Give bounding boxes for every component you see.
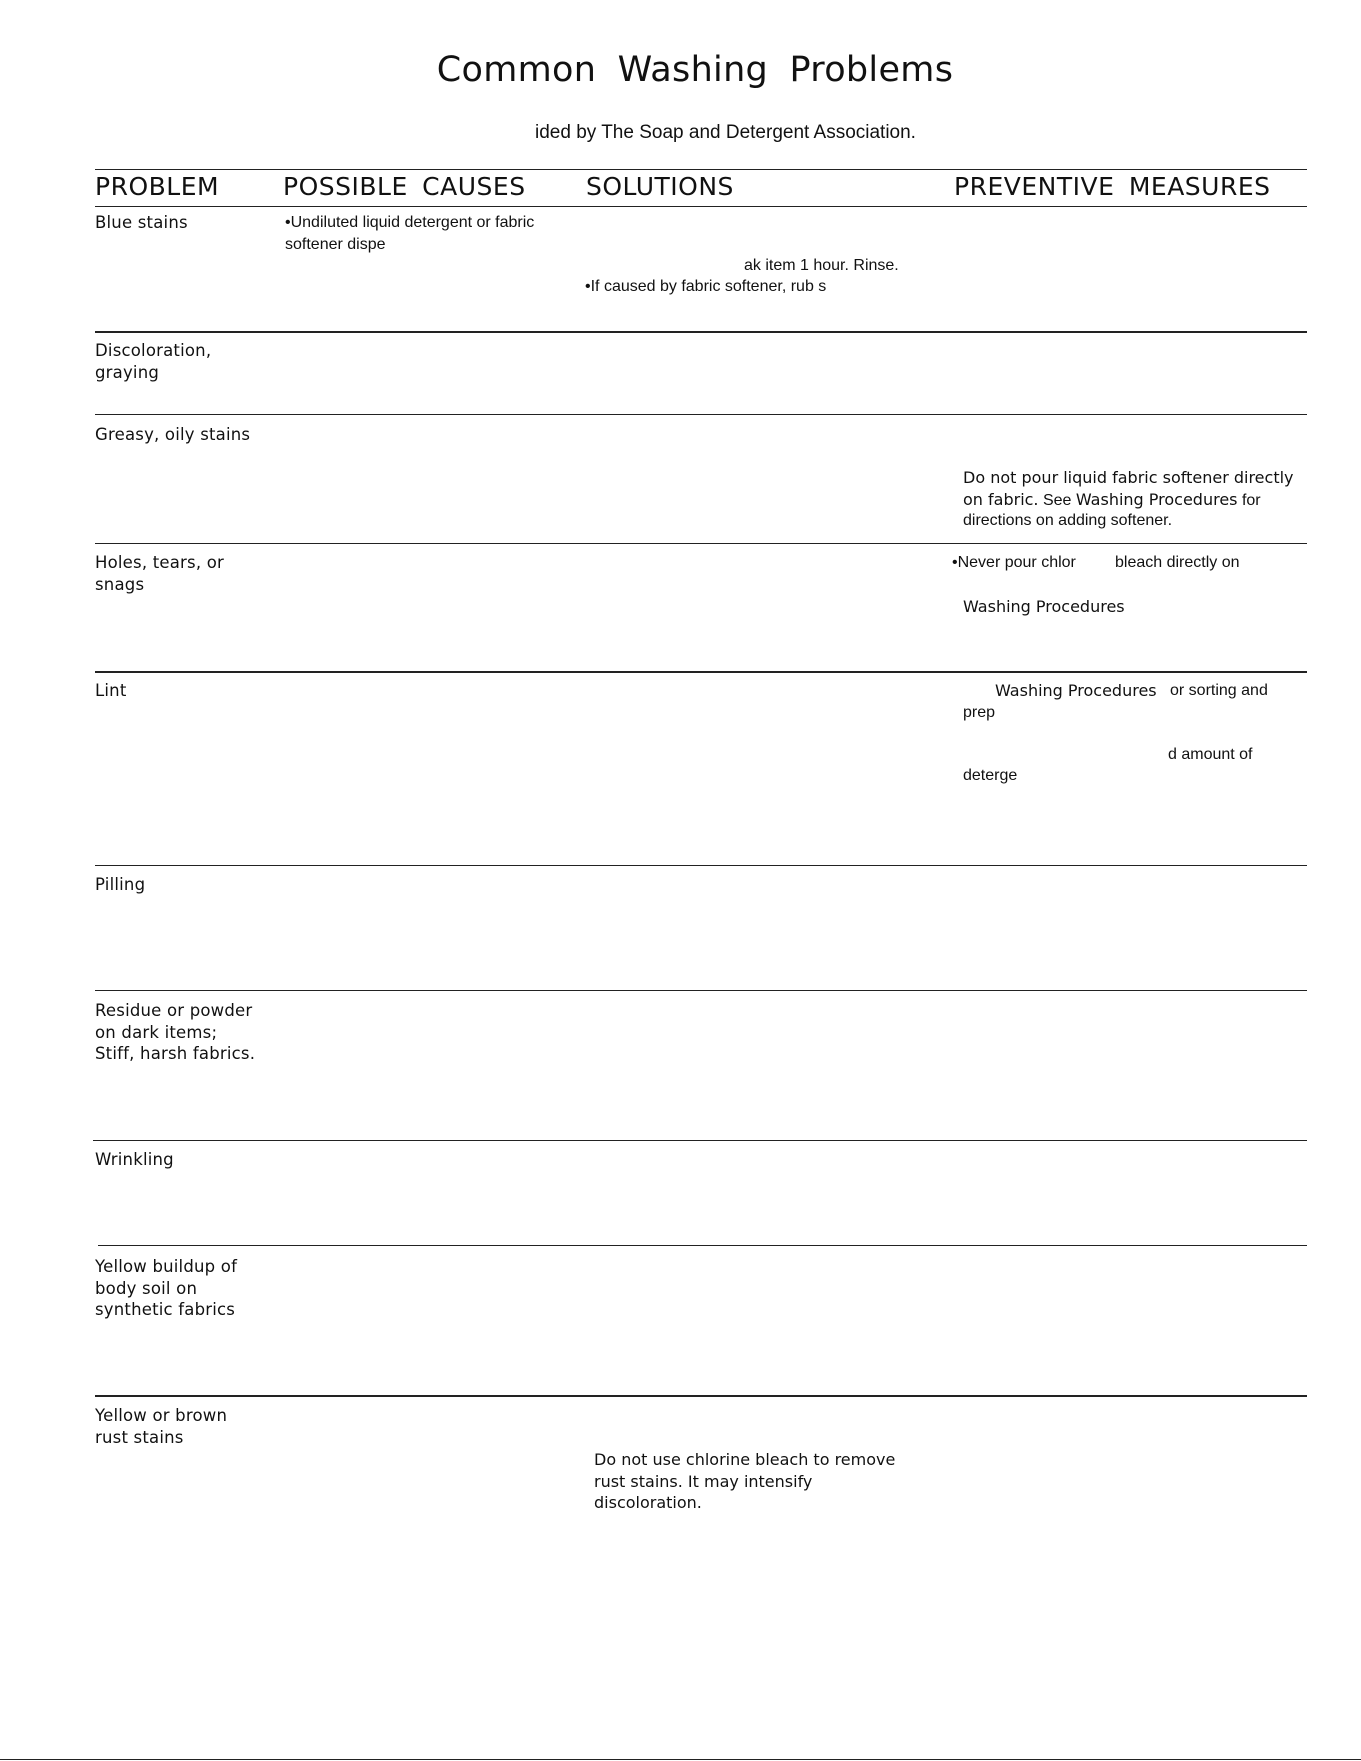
problem-yellow-buildup: Yellow buildup of body soil on synthetic fabrics (95, 1257, 238, 1319)
greasy-preventive-warning (963, 467, 1294, 511)
blue-stains-solution-2: •If caused by fabric softener, rub s (585, 278, 827, 295)
rust-solution-warning: Do not use chlorine bleach to remove rust stains. It may intensify discoloration. (594, 1450, 896, 1512)
greasy-preventive-see: See (1038, 491, 1076, 509)
row-divider (95, 414, 1307, 415)
row-divider (95, 1395, 1307, 1397)
row-divider (93, 1140, 1307, 1141)
blue-stains-solution-1: ak item 1 hour. Rinse. (744, 257, 899, 274)
problem-pilling: Pilling (95, 875, 146, 894)
greasy-preventive-bold: Do not pour liquid fabric softener directly on fabric. (963, 468, 1294, 509)
holes-preventive-1: •Never pour chlor (952, 554, 1076, 571)
row-divider (98, 1245, 1307, 1246)
problem-lint: Lint (95, 681, 127, 700)
row-divider (95, 543, 1307, 544)
row-divider (95, 865, 1307, 866)
lint-preventive-link: Washing Procedures (995, 681, 1157, 700)
holes-preventive-link: Washing Procedures (963, 597, 1125, 616)
row-divider (95, 671, 1307, 673)
blue-stains-cause: •Undiluted liquid detergent or fabric softener dispe (285, 214, 535, 253)
lint-preventive-1: or sorting and (1170, 682, 1268, 699)
column-header-problem: PROBLEM (95, 172, 220, 201)
page-subtitle: ided by The Soap and Detergent Association. (535, 122, 916, 143)
problem-residue: Residue or powder on dark items; Stiff, harsh fabrics. (95, 1001, 256, 1063)
problem-wrinkling: Wrinkling (95, 1150, 174, 1169)
problem-holes: Holes, tears, or snags (95, 553, 225, 594)
column-header-preventive: PREVENTIVE MEASURES (954, 172, 1271, 201)
header-bottom-rule (95, 206, 1307, 207)
problem-blue-stains: Blue stains (95, 213, 188, 232)
problem-greasy-stains: Greasy, oily stains (95, 425, 251, 444)
lint-preventive-4: deterge (963, 767, 1018, 784)
problem-discoloration: Discoloration, graying (95, 341, 212, 382)
page-bottom-rule (0, 1759, 1361, 1760)
problem-rust-stains: Yellow or brown rust stains (95, 1406, 228, 1447)
lint-preventive-2: prep (963, 704, 996, 721)
column-header-solutions: SOLUTIONS (586, 172, 734, 201)
row-divider (95, 331, 1307, 333)
row-divider (95, 990, 1307, 991)
greasy-preventive-for: for (1237, 491, 1261, 509)
holes-preventive-2: bleach directly on (1115, 554, 1240, 571)
greasy-preventive-tail: directions on adding softener. (963, 512, 1173, 529)
column-header-causes: POSSIBLE CAUSES (283, 172, 526, 201)
header-top-rule (95, 169, 1307, 170)
lint-preventive-3: d amount of (1168, 746, 1253, 763)
page-title: Common Washing Problems (436, 50, 954, 90)
greasy-preventive-link: Washing Procedures (1075, 489, 1238, 509)
